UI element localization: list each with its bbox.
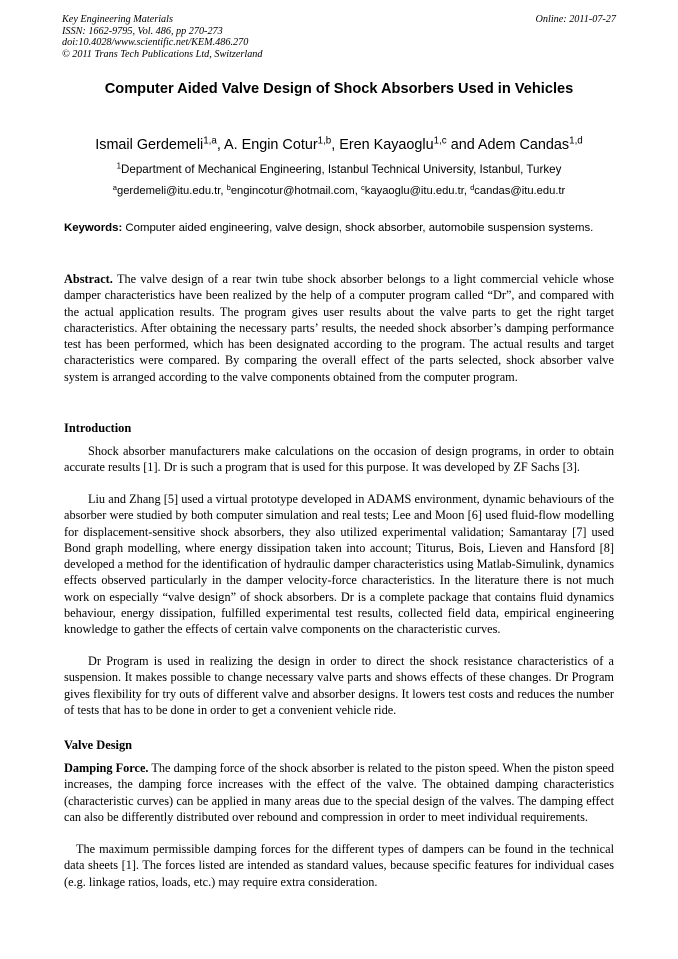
abstract-label: Abstract. xyxy=(64,272,113,286)
author-separator: , xyxy=(216,137,225,153)
author-separator: and xyxy=(446,137,478,153)
damping-force-label: Damping Force. xyxy=(64,761,149,775)
author-list xyxy=(40,137,638,153)
email-address[interactable]: candas@itu.edu.tr xyxy=(474,185,566,197)
journal-header xyxy=(62,14,616,60)
affiliation-text: Department of Mechanical Engineering, Istanbul Technical University, Istanbul, Turkey xyxy=(121,163,562,176)
author-affiliation-marker: 1,a xyxy=(203,135,217,147)
paragraph: Liu and Zhang [5] used a virtual prototype developed in ADAMS environment, dynamic behaviours of the absorber were studied by both computer simulation and real tests; Lee and Moon [6] used fluid-flow modelling for displacement-sensitive shock absorbers, they also utilized experimental validation; Samantaray [7] used Bond graph modelling, where energy dissipation taken into account; Titurus, Bois, Lieven and Hansford [8] developed a method for the identification of hydraulic damper characteristics using Matlab-Simulink, dynamics effects observed particularly in the damper velocity-force characteristics. In the literature there is not much work on especially “valve design” of shock absorbers. Dr is a complete package that contains fluid dynamics behaviour, energy dissipation, fulfilled experimental test results, collected field data, empirical engineering knowledge to gather the effects of certain valve components on the characteristic curves. xyxy=(64,492,614,636)
paragraph: Dr Program is used in realizing the design in order to direct the shock resistance characteristics of a suspension. It makes possible to change necessary valve parts and shows effects of these changes. Dr Program gives flexibility for try outs of different valve and absorber designs. It lowers test costs and reduces the number of tests that has to be done in order to get a convenient vehicle ride. xyxy=(64,654,614,717)
abstract xyxy=(64,271,614,385)
email-separator: , xyxy=(220,185,227,197)
journal-name: Key Engineering Materials xyxy=(62,14,173,25)
author-name: A. Engin Cotur xyxy=(224,137,318,153)
journal-issn: ISSN: 1662-9795, Vol. 486, pp 270-273 xyxy=(62,25,223,37)
author-name: Adem Candas xyxy=(477,137,570,153)
paper-title: Computer Aided Valve Design of Shock Absorbers Used in Vehicles xyxy=(104,81,574,97)
email-marker: a xyxy=(112,182,117,192)
damping-force-text: The damping force of the shock absorber is related to the piston speed. When the piston speed increases, the damping force increases with the effect of the valve. The obtained damping characteristics (characteristic curves) can be applied in many areas due to the special design of the valves. The damping effect can also be differently distributed over rebound and compression in order to meet individual requirements. xyxy=(64,761,614,824)
abstract-text: The valve design of a rear twin tube shock absorber belongs to a light commercial vehicle whose damper characteristics have been realized by the help of a computer program called “Dr”, and compared with the actual application results. The program gives user results about the valve parts to get the right target characteristics. After obtaining the necessary parts’ results, the needed shock absorber’s damping performance test has been performed, which has been designated according to the program. The actual results and target characteristics were compared. By comparing the overall effect of the parts selected, shock absorber valve system is arranged according to the valve components obtained from the computer program. xyxy=(64,272,614,384)
email-marker: d xyxy=(470,182,475,192)
online-date: Online: 2011-07-27 xyxy=(535,14,616,25)
author-separator: , xyxy=(331,137,340,153)
email-separator: , xyxy=(354,185,361,197)
affiliation xyxy=(40,163,638,176)
section-heading-valve-design: Valve Design xyxy=(64,738,133,752)
email-marker: b xyxy=(226,182,231,192)
paragraph: Shock absorber manufacturers make calculations on the occasion of design programs, in order to obtain accurate results [1]. Dr is such a program that is used for this purpose. It was developed by ZF Sachs [3]. xyxy=(64,444,614,475)
affiliation-marker: 1 xyxy=(116,161,122,171)
author-affiliation-marker: 1,b xyxy=(317,135,332,147)
author-affiliation-marker: 1,c xyxy=(433,135,447,147)
journal-doi: doi:10.4028/www.scientific.net/KEM.486.270 xyxy=(62,37,249,49)
email-address[interactable]: kayaoglu@itu.edu.tr xyxy=(364,185,464,197)
paragraph xyxy=(64,760,614,825)
email-marker: c xyxy=(360,182,365,192)
author-affiliation-marker: 1,d xyxy=(569,135,583,147)
email-address[interactable]: engincotur@hotmail.com xyxy=(230,185,355,197)
author-name: Eren Kayaoglu xyxy=(339,137,434,153)
paragraph: The maximum permissible damping forces for the different types of dampers can be found in the technical data sheets [1]. The forces listed are intended as standard values, because specific features for individual cases (e.g. linkage ratios, loads, etc.) may require extra consideration. xyxy=(64,842,614,889)
keywords xyxy=(64,222,614,235)
keywords-label: Keywords: xyxy=(64,222,123,234)
email-separator: , xyxy=(463,185,471,197)
keywords-text: Computer aided engineering, valve design, shock absorber, automobile suspension systems. xyxy=(122,222,594,234)
journal-copyright: © 2011 Trans Tech Publications Ltd, Switzerland xyxy=(62,48,263,60)
email-list xyxy=(40,182,638,197)
author-name: Ismail Gerdemeli xyxy=(95,137,204,153)
email-address[interactable]: gerdemeli@itu.edu.tr xyxy=(116,185,221,197)
section-heading-introduction: Introduction xyxy=(64,421,132,435)
